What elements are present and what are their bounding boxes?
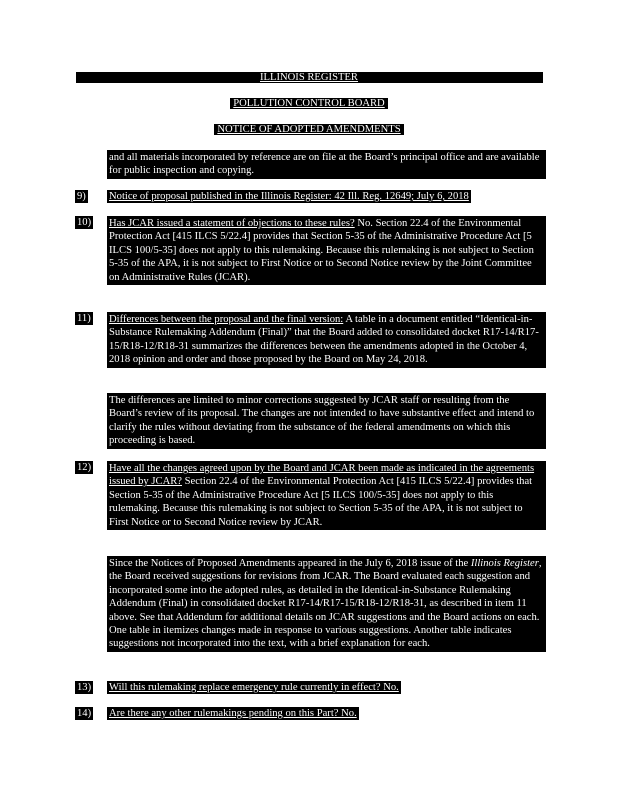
item-9-number: 9)	[77, 191, 86, 202]
item-11-question: Differences between the proposal and the final version:	[109, 314, 344, 325]
item-10-question: Has JCAR issued a statement of objections to these rules?	[109, 218, 355, 229]
item-12-answer: Section 22.4 of the Environmental Protection Act [415 ILCS 5/22.4] provides that Section 5-35 of the Administrative Procedure Act [5 ILCS 100/5-35] does not apply to this rulemaking. Because this rulemaking is not subject to Section 5-35 of the APA, it is not subject to First Notice or to Second Notice review by JCAR.	[109, 476, 533, 528]
intro-paragraph: and all materials incorporated by reference are on file at the Board’s principal office and are available for public inspection and copying.	[107, 150, 546, 179]
item-12-paragraph	[107, 461, 546, 530]
register-title: ILLINOIS REGISTER	[0, 71, 618, 84]
item-9-text: Notice of proposal published in the Illinois Register: 42 Ill. Reg. 12649; July 6, 2018	[109, 191, 469, 202]
item-11-number: 11)	[77, 313, 91, 324]
item-14-text: Are there any other rulemakings pending on this Part? No.	[109, 708, 357, 719]
item-13-number: 13)	[77, 682, 92, 693]
item-13-text: Will this rulemaking replace emergency rule currently in effect? No.	[109, 682, 399, 693]
agency-title: POLLUTION CONTROL BOARD	[0, 97, 618, 110]
item-10-answer: No. Section 22.4 of the Environmental Protection Act [415 ILCS 5/22.4] provides that Section 5-35 of the Administrative Procedure Act [5 ILCS 100/5-35] does not apply to this rulemaking. Because this rulemaking is not subject to Section 5-35 of the APA, it is not subject to First Notice or to Second Notice review by the Joint Committee on Administrative Rules (JCAR).	[109, 218, 534, 283]
item-10-paragraph	[107, 216, 546, 285]
item-11-paragraph	[107, 312, 546, 368]
item-10-number: 10)	[77, 217, 92, 228]
item-11-paragraph-2: The differences are limited to minor corrections suggested by JCAR staff or resulting from the Board’s review of its proposal. The changes are not intended to have substantive effect and intend to clarify the rules without deviating from the substance of the federal amendments on which this proceeding is based.	[107, 393, 546, 449]
item-14-number: 14)	[77, 708, 92, 719]
item-11-answer: A table in a document entitled “Identical-in-Substance Rulemaking Addendum (Final)” that the Board added to consolidated docket R17-14/R17-15/R18-12/R18-31 summarizes the differences between the amendments adopted in the October 4, 2018 opinion and order and those proposed by the Board on May 24, 2018.	[109, 314, 539, 366]
item-12-paragraph-2: Since the Notices of Proposed Amendments appeared in the July 6, 2018 issue of the Illinois Register, the Board received suggestions for revisions from JCAR. The Board evaluated each suggestion and incorporated some into the adopted rules, as detailed in the Identical-in-Substance Rulemaking Addendum (Final) in consolidated docket R17-14/R17-15/R18-12/R18-31, as described in item 11 above. See that Addendum for additional details on JCAR suggestions and the Board actions on each. One table in itemizes changes made in response to various suggestions. Another table indicates suggestions not incorporated into the text, with a brief explanation for each.	[107, 556, 546, 652]
notice-title: NOTICE OF ADOPTED AMENDMENTS	[0, 123, 618, 136]
item-12-number: 12)	[77, 462, 92, 473]
item-12-question: Have all the changes agreed upon by the Board and JCAR been made as indicated in the agreements issued by JCAR?	[109, 463, 535, 488]
illinois-register-italic: Illinois Register	[470, 558, 539, 569]
